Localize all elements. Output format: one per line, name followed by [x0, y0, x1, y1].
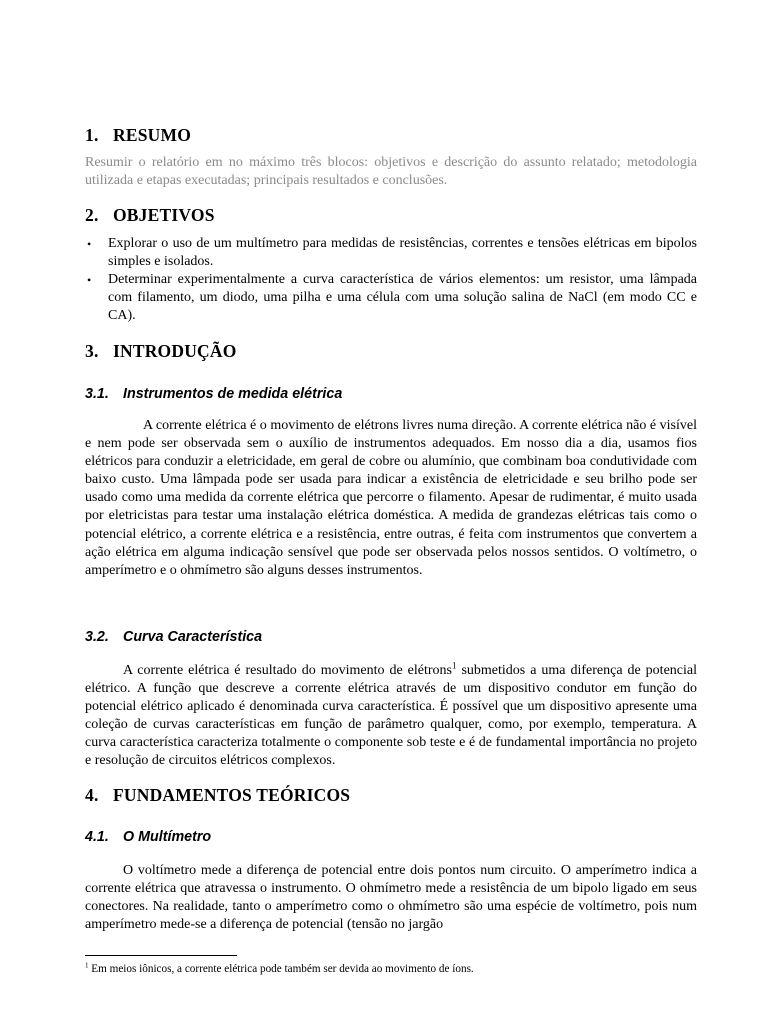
list-item — [85, 271, 697, 325]
subsection-heading-multimetro — [85, 828, 211, 846]
subsection-title: O Multímetro — [123, 829, 212, 845]
subsection-number: 3.2. — [85, 629, 109, 645]
subsection-number: 4.1. — [85, 829, 109, 845]
resumo-placeholder-text: Resumir o relatório em no máximo três blocos: objetivos e descrição do assunto relatado; metodologia utilizada e etapas executadas; principais resultados e conclusões. — [85, 155, 697, 189]
paragraph-text: submetidos a uma diferença de potencial elétrico. A função que descreve a corrente elétrica através de um dispositivo condutor em função do potencial elétrico aplicado é denominada curva característica. É possível que um dispositivo apresente uma coleção de curvas características em função de parâmetro qualquer, como, por exemplo, temperatura. A curva característica caracteriza totalmente o componente sob teste e é de fundamental importância no projeto e resolução de circuitos elétricos complexos. — [85, 663, 697, 769]
subsection-title: Instrumentos de medida elétrica — [123, 386, 343, 402]
footnote-mark: 1 — [85, 961, 89, 970]
subsection-title: Curva Característica — [123, 629, 263, 645]
paragraph-multimetro: O voltímetro mede a diferença de potencial entre dois pontos num circuito. O amperímetro indica a corrente elétrica que atravessa o instrumento. O ohmímetro mede a resistência de um bipolo ligado em seus conectores. Na realidade, tanto o amperímetro como o ohmímetro são uma espécie de voltímetro, pois num amperímetro mede-se a diferença de potencial (tensão no jargão — [85, 863, 697, 933]
section-title: RESUMO — [113, 125, 192, 145]
document-page — [85, 0, 697, 1024]
footnote-reference[interactable]: 1 — [451, 660, 457, 671]
section-number: 3. — [85, 341, 99, 361]
subsection-number: 3.1. — [85, 386, 109, 402]
objectives-list — [85, 235, 697, 325]
bullet-icon: • — [87, 237, 92, 251]
list-item-text: Determinar experimentalmente a curva característica de vários elementos: um resistor, uma lâmpada com filamento, um diodo, uma pilha e uma célula com uma solução salina de NaCl (em modo CC e CA). — [108, 272, 697, 324]
bullet-icon: • — [87, 273, 92, 288]
footnote-text: Em meios iônicos, a corrente elétrica pode também ser devida ao movimento de íons. — [88, 963, 474, 975]
list-item-text: Explorar o uso de um multímetro para medidas de resistências, correntes e tensões elétricas em bipolos simples e isolados. — [108, 236, 697, 270]
footnote — [85, 962, 697, 976]
section-title: INTRODUÇÃO — [113, 341, 237, 361]
footnote-divider — [85, 955, 237, 956]
list-item — [85, 235, 697, 271]
paragraph-text: A corrente elétrica é resultado do movimento de elétrons — [123, 663, 452, 678]
subsection-heading-curva — [85, 628, 262, 646]
section-title: FUNDAMENTOS TEÓRICOS — [113, 785, 351, 805]
paragraph-instrumentos: A corrente elétrica é o movimento de elétrons livres numa direção. A corrente elétrica não é visível e nem pode ser observada sem o auxílio de instrumentos adequados. Em nosso dia a dia, usamos fios elétricos para conduzir a eletricidade, em geral de cobre ou alumínio, que combinam boa condutividade com baixo custo. Uma lâmpada pode ser usada para indicar a existência de eletricidade e seu brilho pode ser usado como uma medida da corrente elétrica que percorre o filamento. Apesar de rudimentar, é muito usada por eletricistas para testar uma instalação elétrica doméstica. A medida de grandezas elétricas tais como o potencial elétrico, a corrente elétrica e a resistência, entre outras, é feita com instrumentos que convertem a ação elétrica em alguma indicação sensível que pode ser observada pelos nossos sentidos. O voltímetro, o amperímetro e o ohmímetro são alguns desses instrumentos. — [85, 418, 697, 578]
subsection-heading-instrumentos — [85, 385, 342, 403]
section-heading-objetivos — [85, 205, 215, 225]
section-title: OBJETIVOS — [113, 205, 215, 225]
paragraph-curva — [85, 662, 697, 771]
section-heading-resumo — [85, 125, 191, 145]
section-heading-introducao — [85, 341, 237, 361]
section-heading-fundamentos — [85, 785, 350, 805]
section-number: 1. — [85, 125, 99, 145]
section-number: 2. — [85, 205, 99, 225]
section-number: 4. — [85, 785, 99, 805]
